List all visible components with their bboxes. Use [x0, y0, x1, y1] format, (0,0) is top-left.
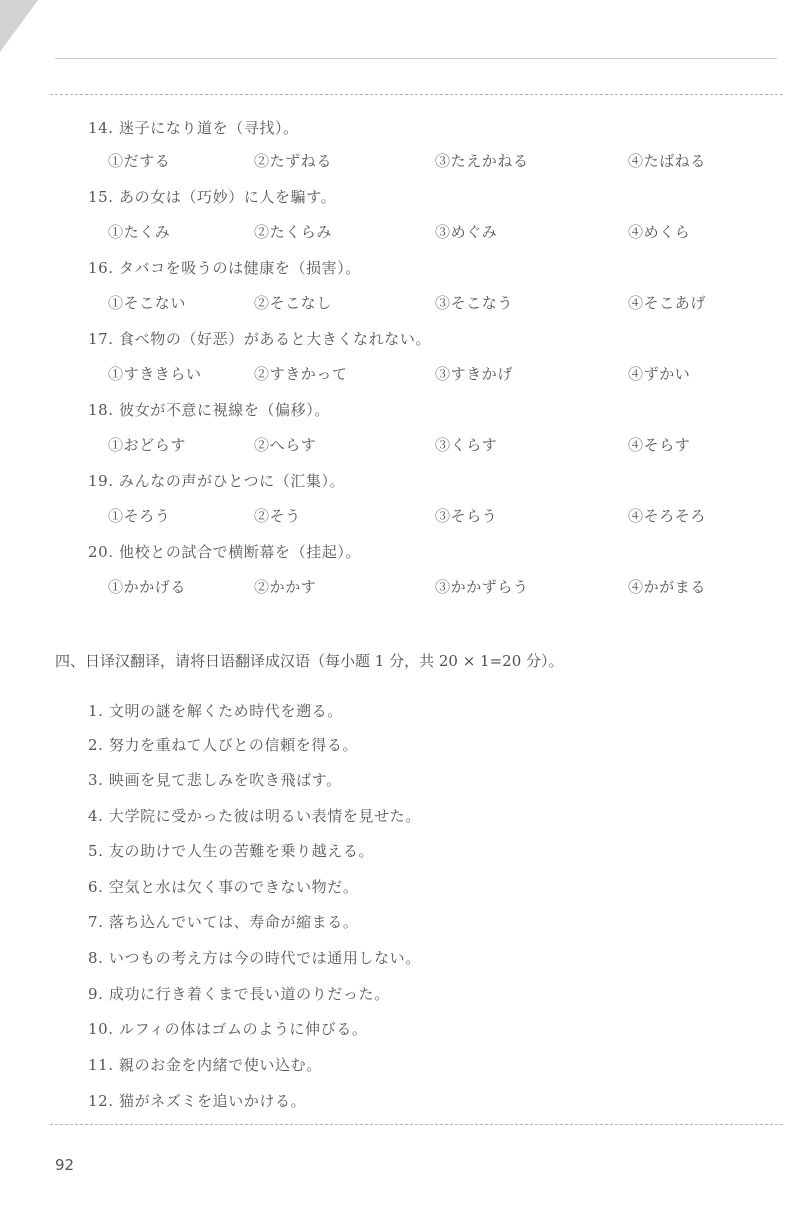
question-20-options: [108, 577, 748, 599]
question-14: 14. 迷子になり道を（寻找）。: [88, 119, 299, 137]
option-4: ④そこあげ: [628, 294, 707, 312]
option-3: ③くらす: [435, 436, 498, 454]
translation-item-1: 1. 文明の謎を解くため時代を遡る。: [88, 702, 343, 720]
question-15: 15. あの女は（巧妙）に人を騙す。: [88, 188, 337, 206]
translation-item-12: 12. 猫がネズミを追いかける。: [88, 1092, 307, 1110]
option-3: ③たえかねる: [435, 152, 529, 170]
question-18: 18. 彼女が不意に視線を（偏移）。: [88, 401, 330, 419]
translation-item-10: 10. ルフィの体はゴムのように伸びる。: [88, 1020, 368, 1038]
option-3: ③すきかげ: [435, 365, 514, 383]
option-4: ④めくら: [628, 223, 691, 241]
translation-item-6: 6. 空気と水は欠く事のできない物だ。: [88, 878, 359, 896]
question-18-options: [108, 435, 748, 457]
question-19-options: [108, 506, 748, 528]
header-rule: [55, 58, 777, 59]
option-2: ②そこなし: [254, 294, 333, 312]
option-4: ④かがまる: [628, 578, 707, 596]
question-19: 19. みんなの声がひとつに（汇集）。: [88, 472, 346, 490]
top-dashed-divider: [50, 94, 783, 95]
option-2: ②そう: [254, 507, 301, 525]
translation-item-8: 8. いつもの考え方は今の時代では通用しない。: [88, 949, 421, 967]
option-3: ③めぐみ: [435, 223, 498, 241]
bottom-dashed-divider: [50, 1124, 783, 1125]
translation-item-5: 5. 友の助けで人生の苦難を乗り越える。: [88, 842, 375, 860]
option-4: ④そらす: [628, 436, 691, 454]
translation-item-7: 7. 落ち込んでいては、寿命が縮まる。: [88, 913, 359, 931]
translation-item-9: 9. 成功に行き着くまで長い道のりだった。: [88, 985, 390, 1003]
section-4-title: 四、日译汉翻译，请将日语翻译成汉语（每小题 1 分，共 20 × 1=20 分）。: [55, 652, 564, 670]
option-1: ①すききらい: [108, 365, 202, 383]
option-4: ④そろそろ: [628, 507, 707, 525]
option-2: ②すきかって: [254, 365, 348, 383]
option-3: ③そらう: [435, 507, 498, 525]
question-17: 17. 食べ物の（好恶）があると大きくなれない。: [88, 330, 432, 348]
question-17-options: [108, 364, 748, 386]
option-3: ③かかずらう: [435, 578, 529, 596]
question-14-options: [108, 151, 748, 173]
option-1: ①だする: [108, 152, 171, 170]
option-1: ①たくみ: [108, 223, 171, 241]
page-number: 92: [55, 1156, 75, 1174]
option-4: ④たばねる: [628, 152, 707, 170]
translation-item-11: 11. 親のお金を内緒で使い込む。: [88, 1056, 322, 1074]
option-1: ①おどらす: [108, 436, 187, 454]
option-1: ①そこない: [108, 294, 187, 312]
option-2: ②かかす: [254, 578, 317, 596]
question-15-options: [108, 222, 748, 244]
option-1: ①そろう: [108, 507, 171, 525]
option-4: ④ずかい: [628, 365, 691, 383]
option-2: ②たずねる: [254, 152, 333, 170]
translation-item-2: 2. 努力を重ねて人びとの信頼を得る。: [88, 736, 359, 754]
option-1: ①かかげる: [108, 578, 187, 596]
option-2: ②へらす: [254, 436, 317, 454]
option-3: ③そこなう: [435, 294, 514, 312]
question-20: 20. 他校との試合で横断幕を（挂起）。: [88, 543, 362, 561]
question-16: 16. タバコを吸うのは健康を（损害）。: [88, 259, 361, 277]
question-16-options: [108, 293, 748, 315]
page-corner-fold: [0, 0, 38, 52]
translation-item-3: 3. 映画を見て悲しみを吹き飛ばす。: [88, 771, 342, 789]
translation-item-4: 4. 大学院に受かった彼は明るい表情を見せた。: [88, 807, 421, 825]
option-2: ②たくらみ: [254, 223, 333, 241]
